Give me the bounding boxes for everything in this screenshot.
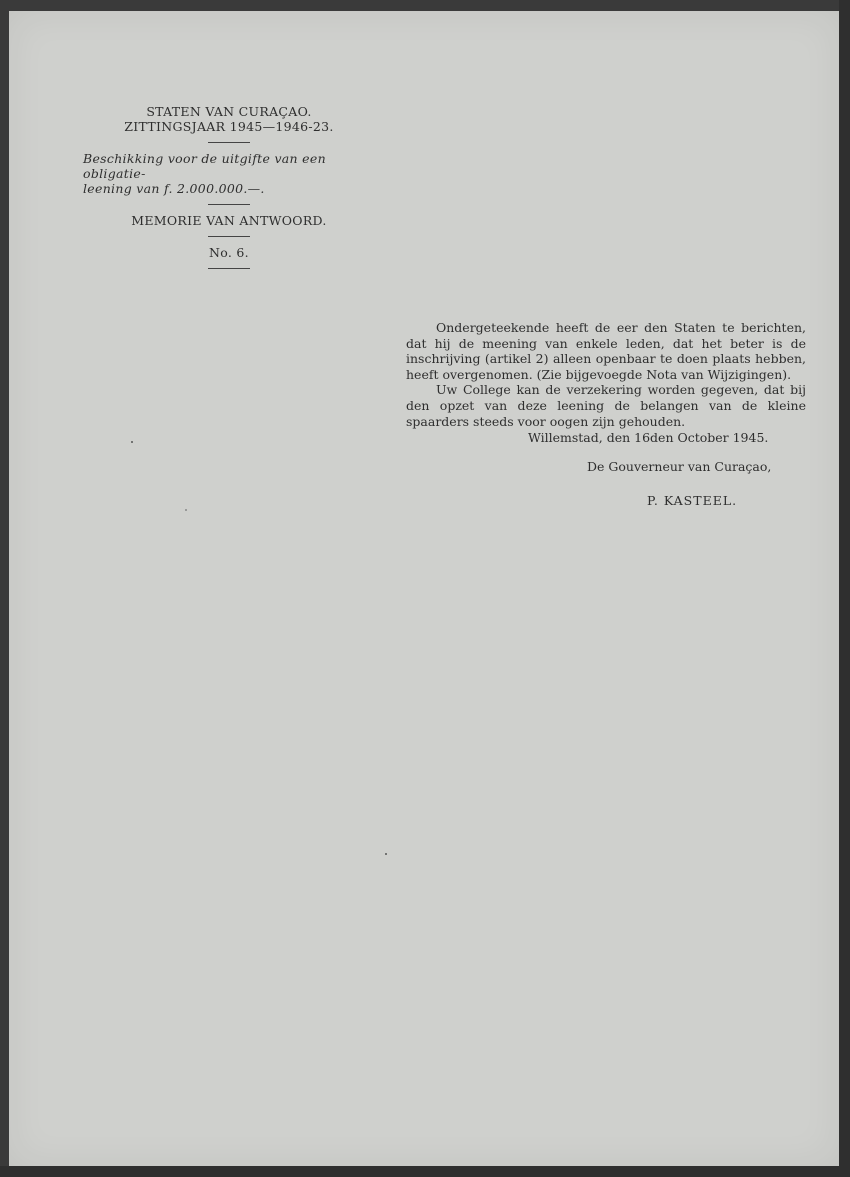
document-header bbox=[69, 104, 389, 277]
paragraph: Ondergeteekende heeft de eer den Staten te berichten, dat hij de meening van enkele leden, dat het beter is de inschrijving (artikel 2) alleen openbaar te doen plaats hebben, heeft overgenomen. (Zie bijgevoegde Nota van Wijzigingen). bbox=[406, 320, 806, 382]
signatory-name: P. KASTEEL. bbox=[647, 493, 738, 508]
divider bbox=[208, 268, 250, 269]
scan-border-right bbox=[839, 0, 850, 1177]
divider bbox=[208, 236, 250, 237]
divider bbox=[208, 142, 250, 143]
paper-speck bbox=[131, 441, 133, 443]
signatory-office: De Gouverneur van Curaçao, bbox=[587, 459, 772, 474]
divider bbox=[208, 204, 250, 205]
paper-speck bbox=[385, 853, 387, 855]
document-type: MEMORIE VAN ANTWOORD. bbox=[131, 213, 327, 228]
paragraph: Uw College kan de verzekering worden gegeven, dat bij den opzet van deze leening de belangen van de kleine spaarders steeds voor oogen zijn gehouden. bbox=[406, 382, 806, 429]
header-session-year: ZITTINGSJAAR 1945—1946-23. bbox=[124, 119, 334, 134]
document-number: No. 6. bbox=[209, 245, 249, 260]
document-page bbox=[9, 11, 839, 1166]
paper-speck bbox=[185, 509, 187, 511]
body-text bbox=[406, 320, 806, 429]
subtitle-line: leening van f. 2.000.000.—. bbox=[83, 181, 265, 196]
subtitle-line: Beschikking voor de uitgifte van een obligatie- bbox=[83, 151, 326, 181]
place-date: Willemstad, den 16den October 1945. bbox=[528, 430, 769, 445]
scan-border-bottom bbox=[0, 1166, 850, 1177]
header-title: STATEN VAN CURAÇAO. bbox=[146, 104, 312, 119]
header-subtitle bbox=[69, 151, 389, 196]
